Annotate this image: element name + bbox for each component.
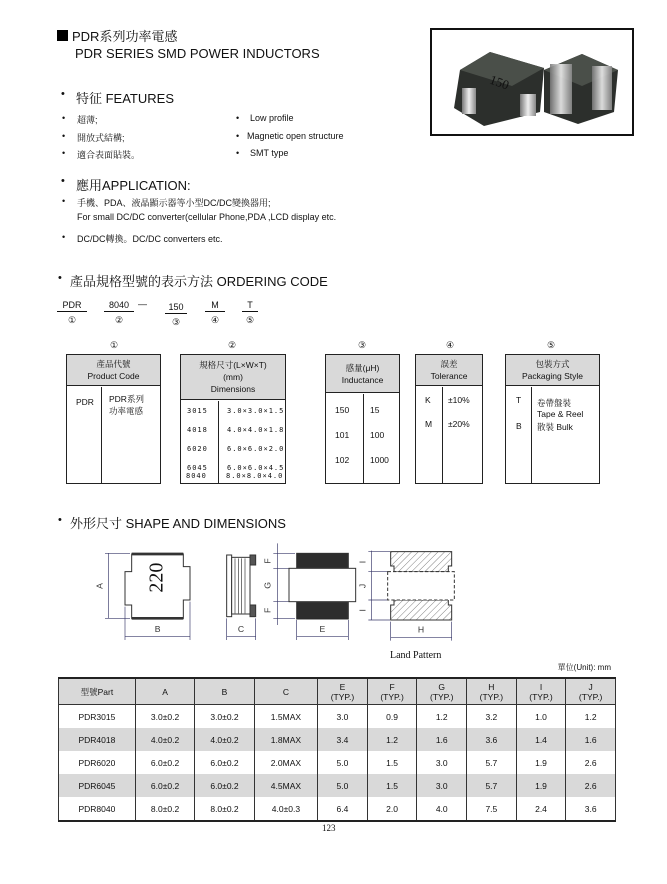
inductance-value: 15 (370, 405, 380, 415)
column-header (566, 678, 616, 705)
column-header (417, 678, 467, 705)
application-cn: DC/DC轉換。DC/DC converters etc. (77, 234, 223, 244)
photo-marking: 150 (487, 71, 512, 93)
code-number: ② (114, 315, 124, 325)
tolerance-value: ±10% (448, 395, 470, 405)
table-cell: 6.0±0.2 (135, 774, 194, 797)
table-cell: PDR8040 (59, 797, 136, 821)
table-cell: 2.6 (566, 774, 616, 797)
table-row (59, 774, 616, 797)
table-row (59, 728, 616, 751)
column-header (254, 678, 317, 705)
divider (531, 387, 532, 483)
inductance-code: 101 (335, 430, 350, 440)
inductance-value: 100 (370, 430, 385, 440)
packaging-cn: 卷帶盤裝 (537, 398, 572, 408)
table-cell: 6.4 (318, 797, 368, 821)
size-value: 3.0×3.0×1.5 (227, 407, 285, 415)
table-cell: 4.0 (417, 797, 467, 821)
inductance-value: 1000 (370, 455, 389, 465)
bullet-icon: • (62, 196, 66, 206)
column-header (135, 678, 194, 705)
divider (218, 401, 219, 483)
box-number: ① (109, 340, 119, 350)
table-cell: 3.4 (318, 728, 368, 751)
label-c: C (237, 624, 245, 634)
table-cell: 1.6 (566, 728, 616, 751)
code-number: ③ (171, 317, 181, 327)
header-cn: 包裝方式 (535, 359, 570, 369)
code-part-4 (205, 300, 225, 326)
marking-220: 220 (145, 562, 168, 593)
bullet-icon: • (62, 148, 66, 158)
page-number: 123 (322, 823, 336, 833)
table-cell: 3.6 (467, 728, 517, 751)
packaging-en: Tape & Reel (537, 409, 584, 419)
code-number: ④ (210, 315, 220, 325)
code-part-3 (165, 302, 187, 328)
label-e: E (319, 624, 326, 634)
dimensions-table (58, 677, 616, 822)
feature-cn: 超薄; (77, 115, 98, 125)
feature-cn: 開放式結構; (77, 133, 125, 143)
table-cell: 1.2 (417, 705, 467, 729)
bullet-icon: • (61, 88, 65, 100)
unit-label: 單位(Unit): mm (557, 663, 611, 672)
column-header (318, 678, 368, 705)
size-code: 6020 (187, 445, 208, 453)
column-header (367, 678, 417, 705)
table-cell: 3.0±0.2 (135, 705, 194, 729)
column-header (59, 678, 136, 705)
application-en: For small DC/DC converter(cellular Phone,PDA ,LCD display etc. (77, 212, 337, 222)
code-part-1 (57, 300, 87, 326)
code-value: 8040 (104, 300, 134, 312)
header-sublabel: (TYP.) (380, 691, 404, 702)
table-cell: 8.0±0.2 (195, 797, 254, 821)
table-cell: 5.7 (467, 751, 517, 774)
size-value: 4.0×4.0×1.8 (227, 426, 285, 434)
table-cell: 3.0 (417, 774, 467, 797)
packaging-code: B (516, 421, 522, 431)
packaging-code: T (516, 395, 522, 405)
code-value: T (242, 300, 258, 312)
header-cn: 規格尺寸(L×W×T) (199, 360, 267, 370)
feature-en: Low profile (250, 113, 294, 123)
table-cell: 5.0 (318, 751, 368, 774)
label-i: I (357, 560, 368, 564)
code-part-2 (104, 300, 134, 326)
table-cell: 6.0±0.2 (195, 774, 254, 797)
table-cell: 1.9 (516, 774, 566, 797)
header-sublabel: (TYP.) (429, 691, 454, 702)
box-header (416, 355, 482, 386)
desc-cell: PDR系列 (109, 394, 144, 404)
header-en: Packaging Style (522, 371, 583, 381)
feature-cn: 適合表面貼裝。 (77, 150, 141, 160)
table-cell: 1.2 (566, 705, 616, 729)
label-h: H (417, 624, 425, 635)
inductance-code: 102 (335, 455, 350, 465)
land-pattern-label: Land Pattern (390, 650, 442, 661)
divider (442, 387, 443, 483)
box-number: ③ (357, 340, 367, 350)
table-cell: 1.8MAX (254, 728, 317, 751)
header-sublabel: (TYP.) (330, 691, 355, 702)
tolerance-box (415, 354, 483, 484)
divider (101, 387, 102, 483)
title-en: PDR SERIES SMD POWER INDUCTORS (75, 46, 320, 61)
size-value: 6.0×6.0×2.0 (227, 445, 285, 453)
code-number: ⑤ (245, 315, 255, 325)
header-label: H (488, 681, 495, 692)
table-cell: 1.5MAX (254, 705, 317, 729)
code-value: 150 (165, 302, 187, 314)
table-row (59, 751, 616, 774)
code-part-5 (242, 300, 258, 326)
label-b: B (154, 624, 161, 634)
table-cell: 1.0 (516, 705, 566, 729)
code-dash: — (138, 299, 147, 309)
header-label: B (221, 686, 228, 697)
features-heading: 特征 FEATURES (76, 91, 174, 106)
table-cell: 4.0±0.2 (135, 728, 194, 751)
inductance-code: 150 (335, 405, 350, 415)
header-sublabel: (TYP.) (529, 691, 553, 702)
table-cell: 1.4 (516, 728, 566, 751)
application-heading: 應用APPLICATION: (76, 178, 191, 193)
tolerance-code: K (425, 395, 431, 405)
box-header (67, 355, 160, 386)
divider (363, 394, 364, 483)
label-i: I (357, 609, 368, 612)
table-cell: 6.0±0.2 (135, 751, 194, 774)
table-cell: 2.6 (566, 751, 616, 774)
table-cell: 2.0MAX (254, 751, 317, 774)
title-cn: PDR系列功率電感 (72, 29, 178, 44)
table-cell: 4.5MAX (254, 774, 317, 797)
table-cell: 3.0±0.2 (195, 705, 254, 729)
header-label: J (588, 681, 593, 692)
bullet-icon: • (62, 113, 66, 123)
packaging-cn: 散裝 Bulk (537, 422, 573, 432)
box-number: ④ (445, 340, 455, 350)
table-cell: 1.2 (367, 728, 417, 751)
header-label: F (389, 681, 395, 692)
column-header (467, 678, 517, 705)
size-code: 8040 (186, 472, 207, 480)
shape-heading: 外形尺寸 SHAPE AND DIMENSIONS (70, 516, 286, 531)
box-header (506, 355, 599, 386)
header-label: E (339, 681, 346, 692)
header-cn: 誤差 (440, 359, 458, 369)
packaging-box (505, 354, 600, 484)
tolerance-value: ±20% (448, 419, 470, 429)
size-value: 8.0×8.0×4.0 (226, 472, 284, 480)
header-label: G (438, 681, 446, 692)
table-cell: PDR3015 (59, 705, 136, 729)
dimensions-box (180, 354, 286, 484)
table-cell: 3.0 (417, 751, 467, 774)
label-f: F (262, 558, 273, 564)
header-sublabel: (TYP.) (578, 691, 603, 702)
box-number: ⑤ (546, 340, 556, 350)
header-label: C (282, 686, 289, 697)
box-header (326, 355, 399, 393)
header-label: A (162, 686, 168, 697)
column-header (516, 678, 566, 705)
table-cell: 3.0 (318, 705, 368, 729)
column-header (195, 678, 254, 705)
side-view (227, 555, 256, 617)
box-header (181, 355, 285, 400)
ordering-heading: 產品規格型號的表示方法 ORDERING CODE (70, 274, 328, 289)
title-square-icon (57, 30, 68, 41)
bullet-icon: • (58, 272, 62, 284)
code-number: ① (67, 315, 77, 325)
header-sublabel: (TYP.) (479, 691, 504, 702)
table-cell: 1.6 (417, 728, 467, 751)
table-cell: 1.5 (367, 774, 417, 797)
dimension-drawing (90, 530, 480, 665)
header-label: 型號Part (80, 686, 114, 697)
feature-en: Magnetic open structure (247, 131, 344, 141)
bullet-icon: • (62, 232, 66, 242)
table-cell: 5.0 (318, 774, 368, 797)
header-cn: 產品代號 (96, 359, 131, 369)
header-cn: 感量(μH) (345, 362, 380, 373)
size-code: 4018 (187, 426, 208, 434)
land-pattern-view (388, 552, 455, 620)
bullet-icon: • (58, 514, 62, 526)
header-en: Inductance (341, 374, 384, 385)
table-row (59, 797, 616, 821)
table-cell: 2.4 (516, 797, 566, 821)
table-header-row (59, 678, 616, 705)
table-cell: 4.0±0.2 (195, 728, 254, 751)
table-cell: 8.0±0.2 (135, 797, 194, 821)
top-view (289, 553, 356, 619)
label-f: F (262, 607, 273, 613)
table-cell: PDR4018 (59, 728, 136, 751)
label-a: A (94, 583, 105, 589)
header-en: Product Code (87, 371, 140, 381)
table-cell: 5.7 (467, 774, 517, 797)
label-g: G (262, 581, 273, 589)
table-cell: 1.5 (367, 751, 417, 774)
inductance-box (325, 354, 400, 484)
bullet-icon: • (236, 131, 240, 141)
size-value: 6.0×6.0×4.5 (227, 464, 285, 472)
feature-en: SMT type (250, 148, 289, 158)
tolerance-code: M (425, 419, 433, 429)
box-number: ② (227, 340, 237, 350)
table-cell: PDR6045 (59, 774, 136, 797)
code-cell: PDR (76, 397, 94, 407)
table-cell: 3.2 (467, 705, 517, 729)
size-code: 3015 (187, 407, 208, 415)
table-cell: 1.9 (516, 751, 566, 774)
header-unit: (mm) (223, 372, 243, 382)
bullet-icon: • (62, 131, 66, 141)
bullet-icon: • (236, 113, 240, 123)
table-cell: 4.0±0.3 (254, 797, 317, 821)
size-code: 6045 (187, 464, 208, 472)
table-cell: 7.5 (467, 797, 517, 821)
table-cell: 6.0±0.2 (195, 751, 254, 774)
desc-cell: 功率電感 (109, 406, 144, 416)
product-photo (430, 28, 634, 136)
bullet-icon: • (61, 175, 65, 187)
header-en: Dimensions (210, 384, 256, 394)
table-cell: 2.0 (367, 797, 417, 821)
table-cell: 3.6 (566, 797, 616, 821)
table-cell: PDR6020 (59, 751, 136, 774)
header-label: I (539, 681, 543, 692)
application-cn: 手機、PDA、液晶顯示器等小型DC/DC變換器用; (77, 198, 271, 208)
header-en: Tolerance (430, 371, 468, 381)
table-row (59, 705, 616, 729)
label-j: J (357, 583, 368, 589)
code-value: PDR (57, 300, 87, 312)
bullet-icon: • (236, 148, 240, 158)
product-code-box (66, 354, 161, 484)
code-value: M (205, 300, 225, 312)
table-cell: 0.9 (367, 705, 417, 729)
